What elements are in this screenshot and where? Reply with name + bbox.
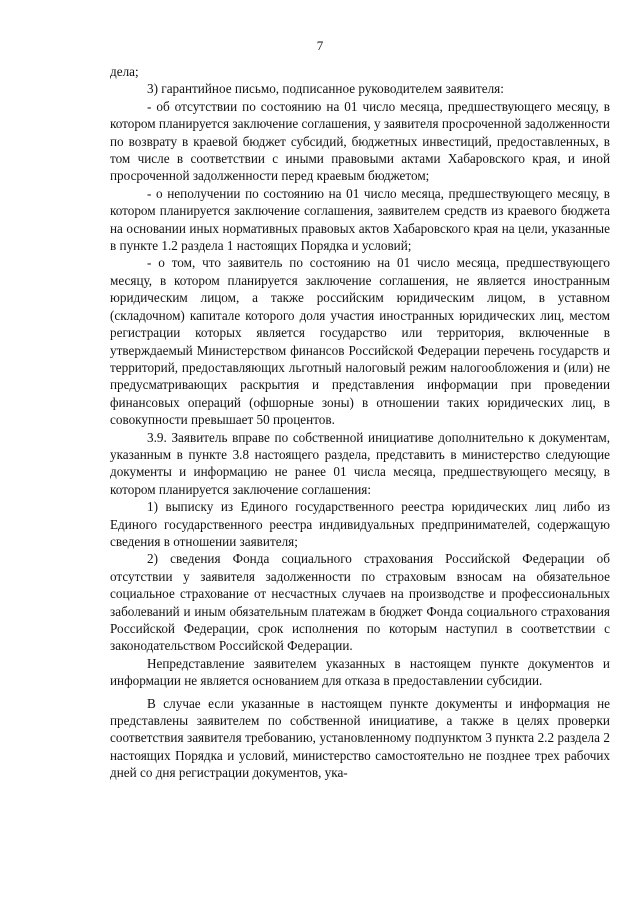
- document-body: [110, 63, 610, 782]
- paragraph-registry-extract: 1) выписку из Единого государственного реестра юридических лиц либо из Единого государственного реестра индивидуальных предпринимателей, содержащую сведения в отношении заявителя;: [110, 499, 610, 549]
- paragraph-3-9: 3.9. Заявитель вправе по собственной инициативе дополнительно к документам, указанным в пункте 3.8 настоящего раздела, представить в министерство следующие документы и информацию не ранее 01 числа месяца, предшествующего месяцу, в котором планируется заключение соглашения:: [110, 429, 610, 497]
- paragraph-not-foreign-entity: - о том, что заявитель по состоянию на 01 число месяца, предшествующего месяцу, в котором планируется заключение соглашения, не является иностранным юридическим лицом, а также российским юридическим лицом, в уставном (складочном) капитале которого доля участия иностранных юридических лиц, местом регистрации которых является государство или территория, включенные в утверждаемый Министерством финансов Российской Федерации перечень государств и территорий, предоставляющих льготный налоговый режим налогообложения и (или) не предусматривающих раскрытия и представления информации при проведении финансовых операций (офшорные зоны) в отношении таких юридических лиц, в совокупности превышает 50 процентов.: [110, 255, 610, 428]
- paragraph-non-submission: Непредставление заявителем указанных в настоящем пункте документов и информации не является основанием для отказа в предоставлении субсидии.: [110, 655, 610, 689]
- paragraph-guarantee-letter: 3) гарантийное письмо, подписанное руководителем заявителя:: [147, 81, 504, 97]
- paragraph-social-insurance: 2) сведения Фонда социального страхования Российской Федерации об отсутствии у заявителя задолженности по страховым взносам на обязательное социальное страхование от несчастных случаев на производстве и профессиональных заболеваний и иным обязательным платежам в бюджет Фонда социального страхования Российской Федерации, срок исполнения по которым наступил в соответствии с законодательством Российской Федерации.: [110, 551, 610, 654]
- paragraph-no-other-funds: - о неполучении по состоянию на 01 число месяца, предшествующего месяцу, в котором планируется заключение соглашения, заявителем средств из краевого бюджета на основании иных нормативных правовых актов Хабаровского края на цели, указанные в пункте 1.2 раздела 1 настоящих Порядка и условий;: [110, 185, 610, 254]
- paragraph-no-overdue-debt: - об отсутствии по состоянию на 01 число месяца, предшествующего месяцу, в котором планируется заключение соглашения, у заявителя просроченной задолженности по возврату в краевой бюджет субсидий, бюджетных инвестиций, предоставленных, в том числе в соответствии с иными правовыми актами Хабаровского края, и иной просроченной задолженности перед краевым бюджетом;: [110, 98, 610, 184]
- page-number: 7: [316, 38, 324, 53]
- paragraph-continuation: дела;: [110, 64, 139, 79]
- paragraph-verification: В случае если указанные в настоящем пункте документы и информация не представлены заявителем по собственной инициативе, а также в целях проверки соответствия заявителя требованию, установленному подпунктом 3 пункта 2.2 раздела 2 настоящих Порядка и условий, министерство самостоятельно не позднее трех рабочих дней со дня регистрации документов, ука-: [110, 695, 610, 781]
